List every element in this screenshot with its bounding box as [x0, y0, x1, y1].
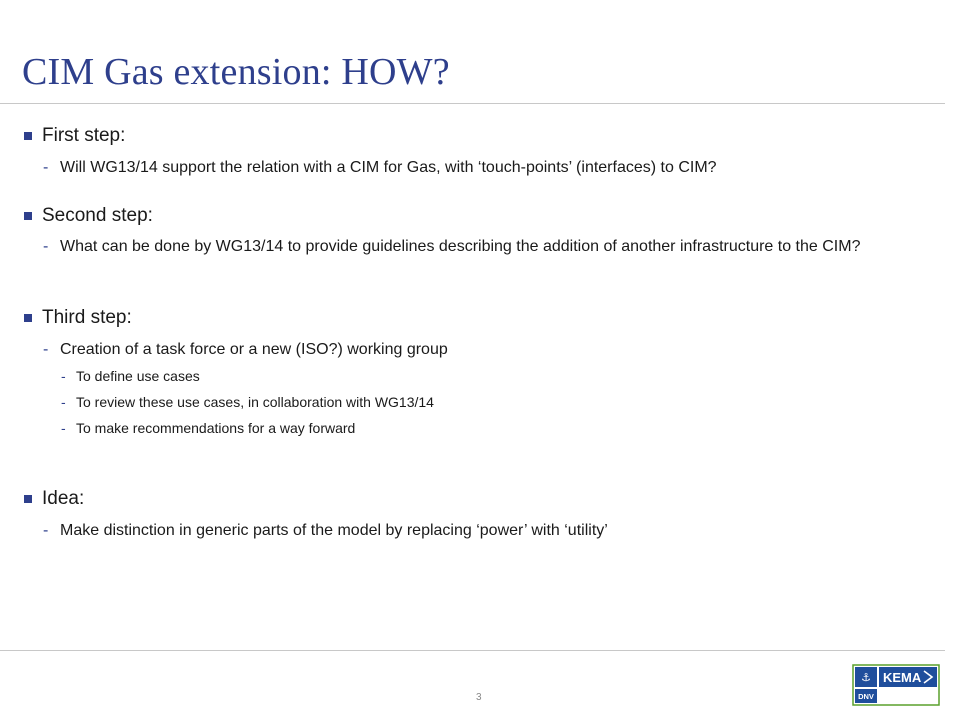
dash-bullet-icon: - [43, 341, 49, 358]
dash-bullet-icon: - [43, 238, 49, 255]
svg-text:KEMA: KEMA [883, 670, 922, 685]
footer-divider [0, 650, 945, 651]
sub-bullet-text: Will WG13/14 support the relation with a CIM for Gas, with ‘touch-points’ (interfaces) to CIM? [60, 159, 717, 176]
sub-bullet [43, 157, 933, 179]
dash-bullet-icon: - [61, 420, 66, 436]
sub-sub-bullet-text: To define use cases [76, 368, 200, 384]
square-bullet-icon [24, 495, 32, 503]
sub-sub-bullet-text: To review these use cases, in collaboration with WG13/14 [76, 394, 434, 410]
square-bullet-icon [24, 212, 32, 220]
bullet-heading: First step: [42, 125, 126, 146]
svg-text:DNV: DNV [858, 692, 874, 701]
bullet-heading: Idea: [42, 488, 85, 509]
sub-sub-bullet-text: To make recommendations for a way forward [76, 420, 356, 436]
dash-bullet-icon: - [61, 368, 66, 384]
dash-bullet-icon: - [61, 394, 66, 410]
square-bullet-icon [24, 132, 32, 140]
title-divider [0, 103, 945, 104]
dash-bullet-icon: - [43, 159, 49, 176]
bullet-heading: Third step: [42, 307, 132, 328]
sub-bullet-text: What can be done by WG13/14 to provide guidelines describing the addition of another infrastructure to the CIM? [60, 238, 861, 255]
dash-bullet-icon: - [43, 522, 49, 539]
sub-bullet [43, 520, 933, 542]
sub-sub-bullet [61, 419, 355, 437]
sub-bullet-text: Creation of a task force or a new (ISO?) working group [60, 341, 448, 358]
sub-sub-bullet [61, 367, 200, 385]
svg-text:⚓: ⚓ [861, 671, 871, 684]
slide-title: CIM Gas extension: HOW? [22, 51, 450, 93]
bullet-heading: Second step: [42, 205, 153, 226]
sub-bullet [43, 236, 888, 258]
sub-bullet-text: Make distinction in generic parts of the model by replacing ‘power’ with ‘utility’ [60, 522, 608, 539]
page-number: 3 [476, 692, 482, 703]
sub-sub-bullet [61, 393, 434, 411]
kema-dnv-logo [852, 664, 940, 706]
square-bullet-icon [24, 314, 32, 322]
sub-bullet [43, 339, 933, 361]
